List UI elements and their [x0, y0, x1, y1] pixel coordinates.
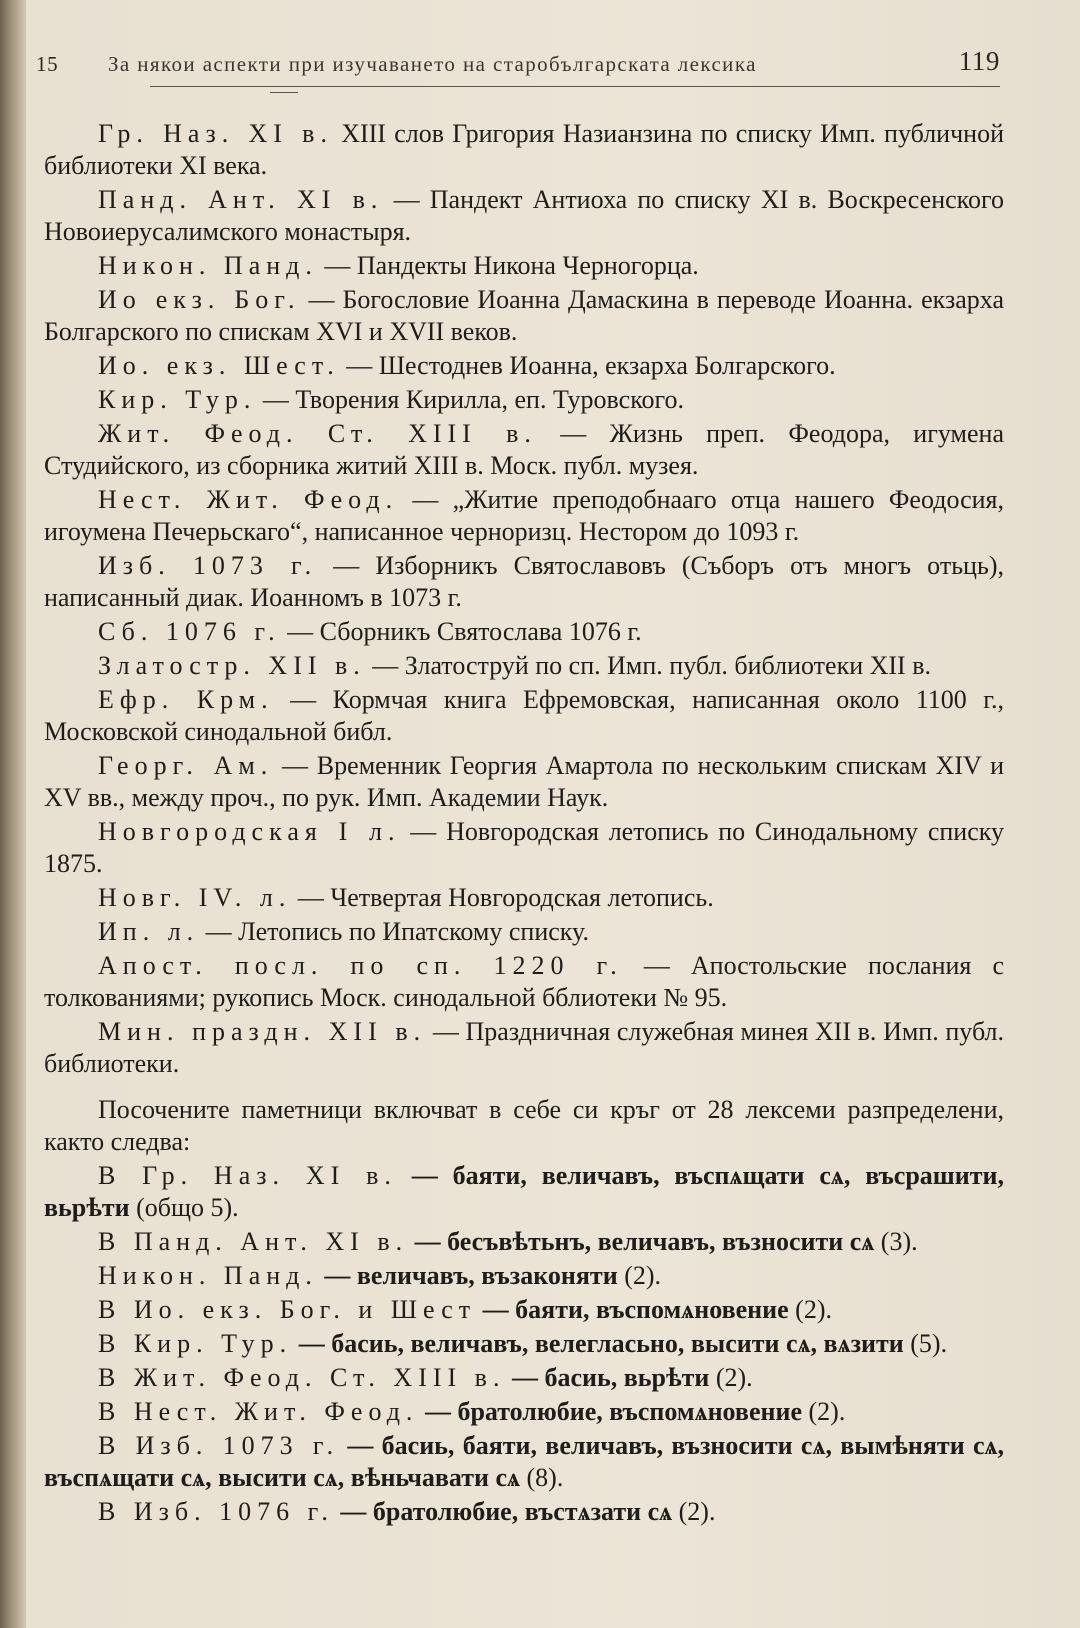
source-description: — Изборникъ Святославовъ (Съборъ отъ многъ отьць), написанный диак. Иоанномъ в 1073 г.: [44, 551, 1004, 612]
source-description: — „Житие преподобнааго отца нашего Феодосия, игоумена Печерьскаго“, написанное черноризц. Нестором до 1093 г.: [44, 485, 1004, 546]
source-abbreviation: Златостр. XII в.: [98, 651, 366, 680]
book-spine-shadow: [0, 0, 26, 1628]
source-entry: [44, 882, 1004, 914]
distribution-source: В Изб. 1076 г.: [98, 1497, 334, 1526]
source-abbreviation: Георг. Ам.: [98, 751, 274, 780]
source-abbreviation: Панд. Ант. XI в.: [98, 185, 384, 214]
distribution-entry: [44, 1328, 1004, 1360]
source-description: — Апостольские послания с толкованиями; рукопись Моск. синодальной бблиотеки № 95.: [44, 951, 1004, 1012]
page-number-right: 119: [958, 46, 1000, 76]
distribution-count: (2).: [802, 1397, 846, 1426]
source-entry: [44, 118, 1004, 182]
distribution-entry: [44, 1226, 1004, 1258]
source-description: — Кормчая книга Ефремовская, написанная около 1100 г., Московской синодальной библ.: [44, 685, 1004, 746]
distribution-words: — величавъ, възаконяти: [317, 1261, 618, 1290]
distribution-words: — братолюбие, въстѧзати сѧ: [333, 1497, 673, 1526]
distribution-entry: [44, 1362, 1004, 1394]
source-description: — Праздничная служебная минея XII в. Имп. публ. библиотеки.: [44, 1017, 1004, 1078]
source-description: — Богословие Иоанна Дамаскина в переводе Иоанна. екзарха Болгарского по спискам XVI и XVII веков.: [44, 285, 1004, 346]
distribution-source: В Ио. екз. Бог. и Шест: [98, 1295, 477, 1324]
source-abbreviation: Жит. Феод. Ст. XIII в.: [98, 419, 537, 448]
source-entry: [44, 384, 1004, 416]
source-entry: [44, 250, 1004, 282]
distribution-source: В Изб. 1073 г.: [98, 1431, 340, 1460]
source-entry: [44, 284, 1004, 348]
distribution-words: — басиь, вьрѣти: [505, 1363, 710, 1392]
distribution-source: В Нест. Жит. Феод.: [98, 1397, 419, 1426]
source-abbreviation: Новг. IV. л.: [98, 883, 292, 912]
source-description: — Жизнь преп. Феодора, игумена Студийского, из сборника житий XIII в. Моск. публ. музея.: [44, 419, 1004, 480]
source-entry: [44, 950, 1004, 1014]
source-entry: [44, 550, 1004, 614]
distribution-source: В Жит. Феод. Ст. XIII в.: [98, 1363, 506, 1392]
source-abbreviation: Кир. Тур.: [98, 385, 257, 414]
distribution-count: (2).: [617, 1261, 662, 1290]
distribution-source: В Гр. Наз. XI в.: [98, 1161, 397, 1190]
source-entry: [44, 184, 1004, 248]
source-entry: [44, 350, 1004, 382]
source-description: — Творения Кирилла, еп. Туровского.: [256, 385, 685, 414]
distribution-source: В Кир. Тур.: [98, 1329, 293, 1358]
distribution-entry: [44, 1260, 1004, 1292]
source-description: — Сборникъ Святослава 1076 г.: [280, 617, 642, 646]
distribution-count: (2).: [788, 1295, 832, 1324]
source-entry: [44, 684, 1004, 748]
source-abbreviation: Никон. Панд.: [98, 251, 318, 280]
source-description: — Шестоднев Иоанна, екзарха Болгарского.: [339, 351, 836, 380]
running-header: [36, 46, 1000, 86]
source-description: XIII слов Григория Назианзина по списку Имп. публичной библиотеки XI века.: [44, 119, 1004, 180]
source-abbreviation: Мин. праздн. XII в.: [98, 1017, 427, 1046]
distribution-count: (2).: [709, 1363, 753, 1392]
distribution-count: (2).: [672, 1497, 716, 1526]
distribution-source: В Панд. Ант. XI в.: [98, 1227, 409, 1256]
source-entry: [44, 616, 1004, 648]
distribution-count: (8).: [520, 1463, 564, 1492]
source-abbreviation: Ио. екз. Шест.: [98, 351, 340, 380]
source-description: — Временник Георгия Амартола по нескольким спискам XIV и XV вв., между проч., по рук. Имп. Академии Наук.: [44, 751, 1005, 812]
running-title: За някои аспекти при изучаването на старобългарската лексика: [108, 52, 757, 76]
source-abbreviation: Апост. посл. по сп. 1220 г.: [98, 951, 623, 980]
source-description: — Пандект Антиоха по списку XI в. Воскресенского Новоиерусалимского монастыря.: [44, 185, 1004, 246]
source-abbreviation: Ефр. Крм.: [98, 685, 274, 714]
distribution-words: — баяти, величавъ, въспѧщати сѧ, въсрашити, вьрѣти: [44, 1161, 1004, 1222]
distribution-count: (общо 5).: [129, 1193, 239, 1222]
distribution-count: (5).: [903, 1329, 948, 1358]
distribution-entry: [44, 1160, 1004, 1224]
source-entry: [44, 650, 1004, 682]
source-description: — Четвертая Новгородская летопись.: [291, 883, 714, 912]
source-abbreviation: Ип. л.: [98, 917, 200, 946]
source-abbreviation: Гр. Наз. XI в.: [98, 119, 333, 148]
header-rule: [150, 86, 1000, 87]
distribution-entry: [44, 1496, 1004, 1528]
source-abbreviation: Изб. 1073 г.: [98, 551, 318, 580]
body-text: [44, 118, 1004, 1530]
source-description: — Златоструй по сп. Имп. публ. библиотеки XII в.: [365, 651, 931, 680]
distribution-words: — братолюбие, въспомѧновение: [418, 1397, 802, 1426]
source-description: — Летопись по Ипатскому списку.: [199, 917, 589, 946]
source-entry: [44, 1016, 1004, 1080]
source-entry: [44, 484, 1004, 548]
distribution-source: Никон. Панд.: [98, 1261, 318, 1290]
source-description: — Новгородская летопись по Синодальному списку 1875.: [44, 817, 1005, 878]
distribution-count: (3).: [874, 1227, 918, 1256]
source-abbreviation: Новгородская I л.: [98, 817, 401, 846]
source-abbreviation: Ио екз. Бог.: [98, 285, 301, 314]
summary-paragraph: Посочените паметници включват в себе си кръг от 28 лексеми разпределени, както следва:: [44, 1095, 1004, 1156]
source-entry: [44, 750, 1004, 814]
distribution-entry: [44, 1396, 1004, 1428]
source-entry: [44, 418, 1004, 482]
distribution-words: — басиь, величавъ, велегласьно, высити сѧ, вѧзити: [292, 1329, 904, 1358]
page-number-left: 15: [36, 52, 59, 76]
distribution-words: — басиь, баяти, величавъ, възносити сѧ, вымѣняти сѧ, въспѧщати сѧ, высити сѧ, вѣньчавати сѧ: [44, 1431, 1004, 1492]
source-entry: [44, 916, 1004, 948]
distribution-entry: [44, 1294, 1004, 1326]
header-rule-mark: [270, 92, 298, 93]
distribution-words: — баяти, въспомѧновение: [476, 1295, 789, 1324]
source-description: — Пандекты Никона Черногорца.: [317, 251, 699, 280]
distribution-words: — бесъвѣтьнъ, величавъ, възносити сѧ: [408, 1227, 875, 1256]
source-abbreviation: Сб. 1076 г.: [98, 617, 281, 646]
source-entry: [44, 816, 1004, 880]
distribution-entry: [44, 1430, 1004, 1494]
source-abbreviation: Нест. Жит. Феод.: [98, 485, 399, 514]
